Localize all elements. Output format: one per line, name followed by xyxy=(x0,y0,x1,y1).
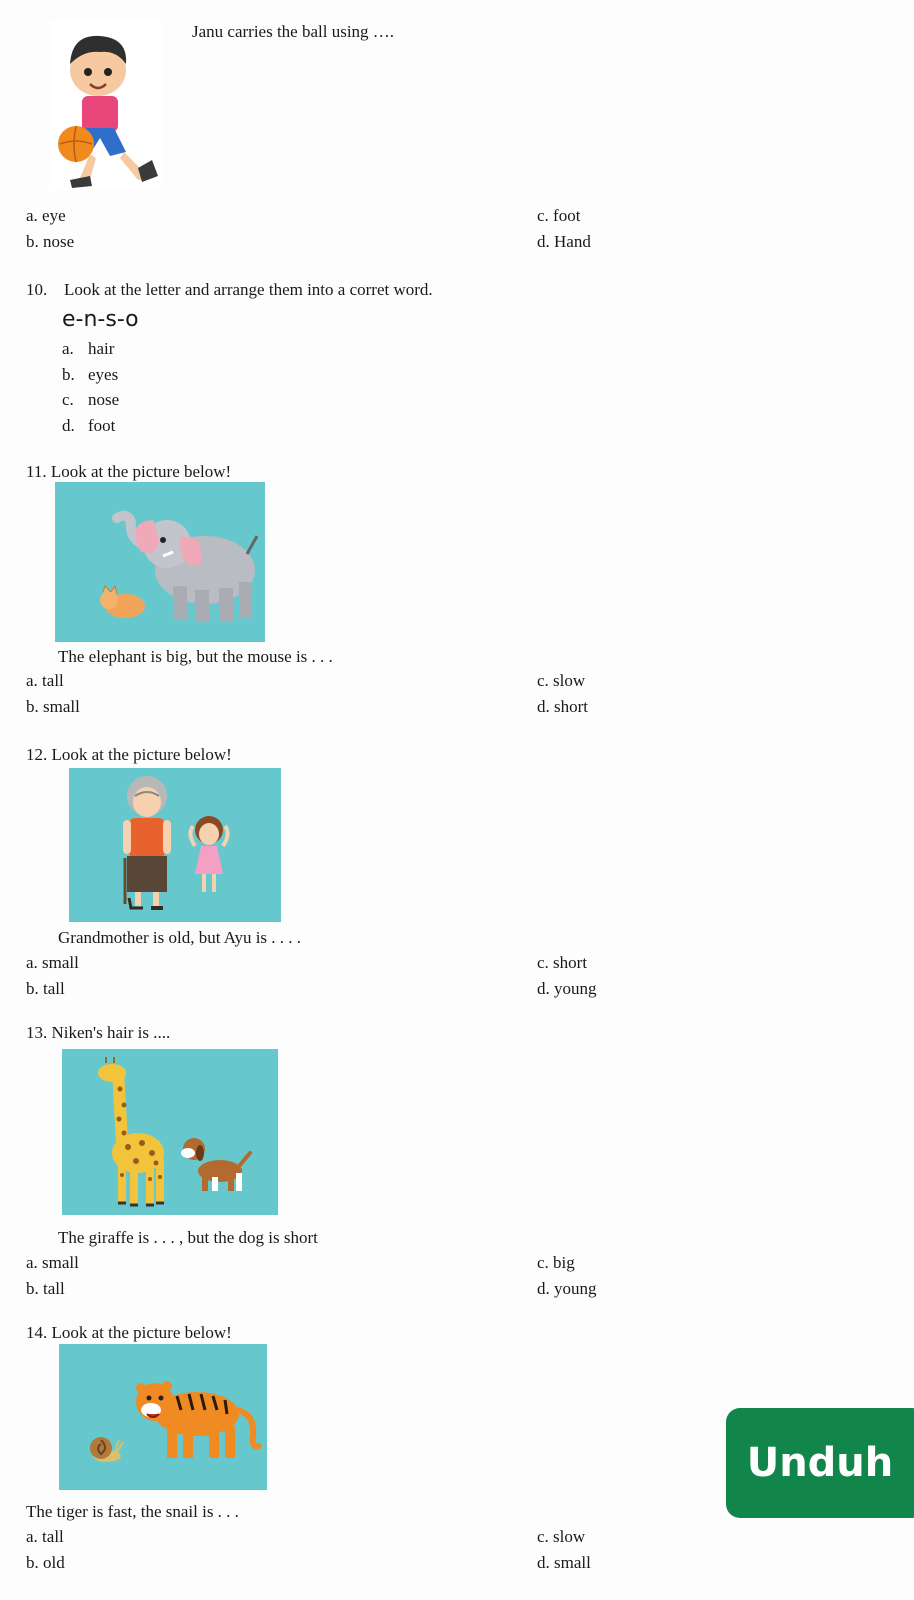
q13-option-d[interactable]: d. young xyxy=(537,1279,597,1298)
grandmother-and-girl-image xyxy=(69,768,281,922)
q12-option-d[interactable]: d. young xyxy=(537,979,597,998)
q9-option-b[interactable]: b. nose xyxy=(26,232,75,251)
q9-option-d[interactable]: d. Hand xyxy=(537,232,591,251)
q10-option-b-letter[interactable]: b. xyxy=(62,365,75,384)
q13-option-a[interactable]: a. small xyxy=(26,1253,79,1272)
q11-option-c[interactable]: c. slow xyxy=(537,671,586,690)
q13-option-c[interactable]: c. big xyxy=(537,1253,575,1272)
boy-with-ball-image xyxy=(50,20,162,190)
q14-option-a[interactable]: a. tall xyxy=(26,1527,64,1546)
q9-option-a[interactable]: a. eye xyxy=(26,206,66,225)
q10-option-a-letter[interactable]: a. xyxy=(62,339,74,358)
q14-option-b[interactable]: b. old xyxy=(26,1553,65,1572)
q12-option-c[interactable]: c. short xyxy=(537,953,588,972)
q11-option-a[interactable]: a. tall xyxy=(26,671,64,690)
q14-option-c[interactable]: c. slow xyxy=(537,1527,586,1546)
elephant-and-mouse-image xyxy=(55,482,265,642)
q10-option-a-text[interactable]: hair xyxy=(88,339,115,358)
q11-option-b[interactable]: b. small xyxy=(26,697,80,716)
q10-option-b-text[interactable]: eyes xyxy=(88,365,119,384)
q14-option-d[interactable]: d. small xyxy=(537,1553,591,1572)
q12-option-a[interactable]: a. small xyxy=(26,953,79,972)
q10-number: 10. xyxy=(26,280,48,299)
q10-option-c-text[interactable]: nose xyxy=(88,390,120,409)
q9-option-c[interactable]: c. foot xyxy=(537,206,581,225)
q12-sentence: Grandmother is old, but Ayu is . . . . xyxy=(58,928,302,947)
q10-option-c-letter[interactable]: c. xyxy=(62,390,74,409)
q9-prompt: Janu carries the ball using …. xyxy=(192,22,395,41)
q13-option-b[interactable]: b. tall xyxy=(26,1279,65,1298)
q10-option-d-text[interactable]: foot xyxy=(88,416,116,435)
q11-option-d[interactable]: d. short xyxy=(537,697,588,716)
q11-question: 11. Look at the picture below! xyxy=(26,462,232,481)
giraffe-and-dog-image xyxy=(62,1049,278,1215)
q14-question: 14. Look at the picture below! xyxy=(26,1323,232,1342)
q10-scrambled-letters: e-n-s-o xyxy=(62,307,139,332)
q10-option-d-letter[interactable]: d. xyxy=(62,416,75,435)
q13-question: 13. Niken's hair is .... xyxy=(26,1023,171,1042)
q12-option-b[interactable]: b. tall xyxy=(26,979,65,998)
q13-sentence: The giraffe is . . . , but the dog is short xyxy=(58,1228,318,1247)
q12-question: 12. Look at the picture below! xyxy=(26,745,232,764)
download-button[interactable]: Unduh xyxy=(726,1408,914,1518)
q14-sentence: The tiger is fast, the snail is . . . xyxy=(26,1502,239,1521)
q10-question: Look at the letter and arrange them into a corret word. xyxy=(64,280,433,299)
q11-sentence: The elephant is big, but the mouse is . . . xyxy=(58,647,333,666)
tiger-and-snail-image xyxy=(59,1344,267,1490)
